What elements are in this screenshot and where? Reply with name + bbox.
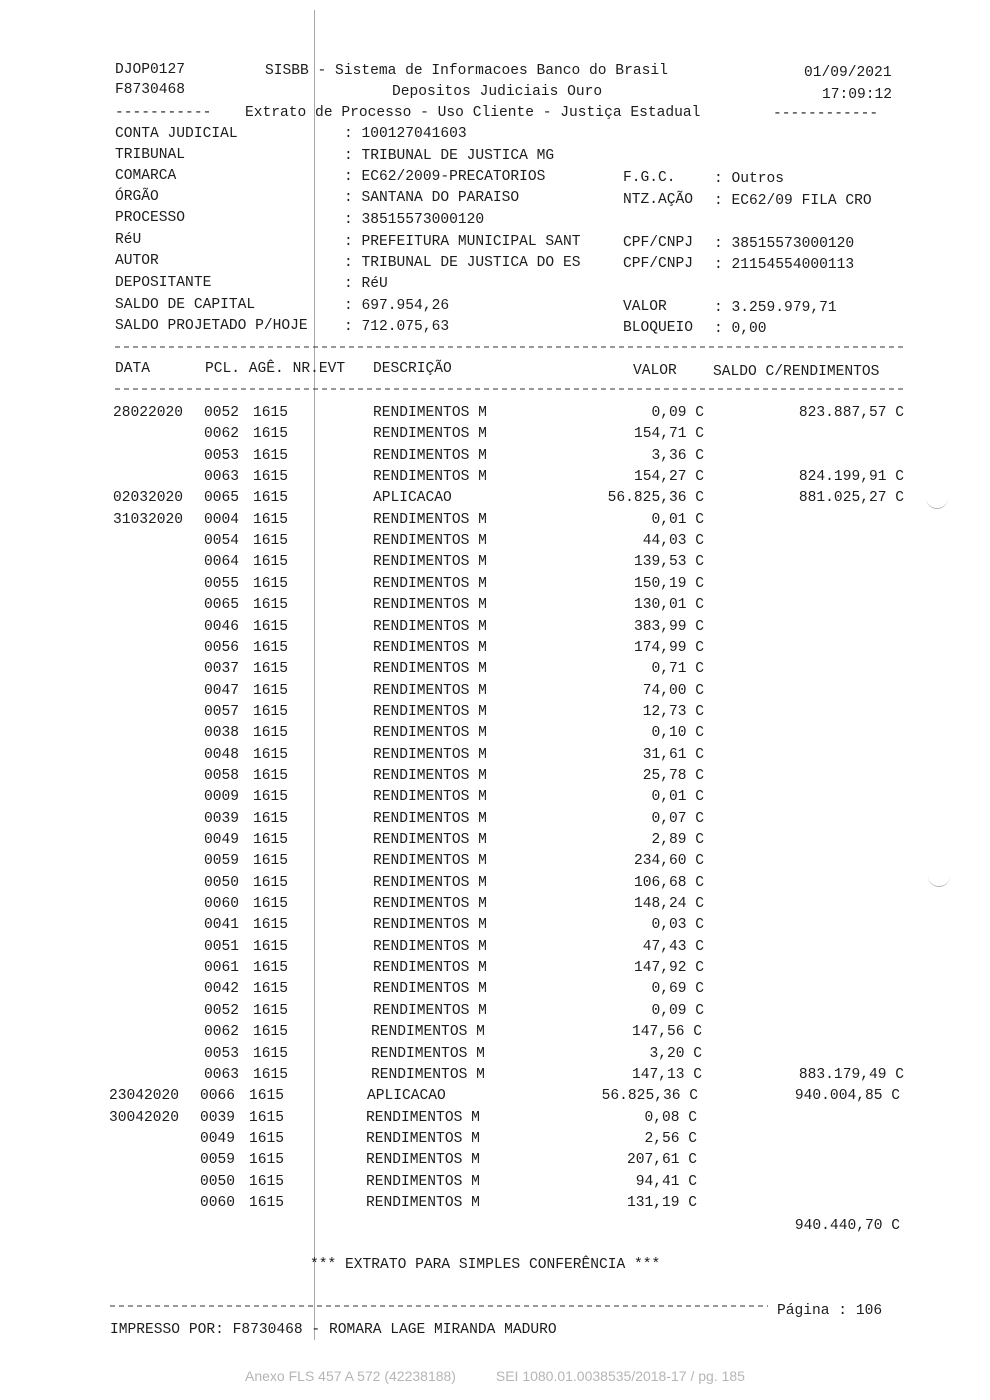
row-saldo: 940.004,85 C bbox=[794, 1088, 900, 1104]
row-agencia: 1615 bbox=[249, 1088, 285, 1104]
row-agencia: 1615 bbox=[253, 960, 289, 976]
row-valor: 74,00 C bbox=[642, 683, 704, 699]
header-rule-left: ----------- bbox=[115, 105, 212, 121]
bloqueio-label: BLOQUEIO bbox=[623, 320, 694, 336]
row-agencia: 1615 bbox=[249, 1152, 285, 1168]
row-pcl: 0065 bbox=[204, 597, 240, 613]
row-descricao: RENDIMENTOS M bbox=[373, 747, 487, 763]
row-pcl: 0039 bbox=[204, 811, 240, 827]
row-descricao: RENDIMENTOS M bbox=[373, 683, 487, 699]
row-agencia: 1615 bbox=[253, 661, 289, 677]
row-valor: 56.825,36 C bbox=[601, 1088, 698, 1104]
row-agencia: 1615 bbox=[253, 597, 289, 613]
row-saldo: 823.887,57 C bbox=[798, 405, 904, 421]
ntz-label: NTZ.AÇÃO bbox=[623, 192, 694, 208]
row-agencia: 1615 bbox=[253, 1003, 289, 1019]
row-pcl: 0046 bbox=[204, 619, 240, 635]
row-valor: 0,01 C bbox=[651, 789, 704, 805]
row-valor: 150,19 C bbox=[633, 576, 704, 592]
row-pcl: 0052 bbox=[204, 1003, 240, 1019]
row-valor: 147,56 C bbox=[631, 1024, 702, 1040]
row-pcl: 0064 bbox=[204, 554, 240, 570]
saldo-projetado-value: : 712.075,63 bbox=[344, 319, 450, 335]
row-date: 30042020 bbox=[109, 1110, 180, 1126]
row-valor: 130,01 C bbox=[633, 597, 704, 613]
row-valor: 3,36 C bbox=[651, 448, 704, 464]
header-saldo: SALDO C/RENDIMENTOS bbox=[713, 364, 880, 380]
row-descricao: RENDIMENTOS M bbox=[373, 1003, 487, 1019]
row-valor: 131,19 C bbox=[626, 1195, 697, 1211]
conference-notice: *** EXTRATO PARA SIMPLES CONFERÊNCIA *** bbox=[310, 1257, 661, 1273]
row-descricao: RENDIMENTOS M bbox=[373, 981, 487, 997]
autor-value: : TRIBUNAL DE JUSTICA DO ES bbox=[344, 255, 581, 271]
row-descricao: RENDIMENTOS M bbox=[373, 533, 487, 549]
row-descricao: RENDIMENTOS M bbox=[373, 811, 487, 827]
row-valor: 139,53 C bbox=[633, 554, 704, 570]
row-pcl: 0048 bbox=[204, 747, 240, 763]
row-agencia: 1615 bbox=[253, 832, 289, 848]
row-valor: 0,03 C bbox=[651, 917, 704, 933]
row-valor: 31,61 C bbox=[642, 747, 704, 763]
row-descricao: RENDIMENTOS M bbox=[373, 448, 487, 464]
row-agencia: 1615 bbox=[253, 939, 289, 955]
row-pcl: 0058 bbox=[204, 768, 240, 784]
fgc-label: F.G.C. bbox=[623, 170, 676, 186]
depositante-value: : RéU bbox=[344, 276, 388, 292]
row-pcl: 0054 bbox=[204, 533, 240, 549]
row-agencia: 1615 bbox=[253, 576, 289, 592]
row-descricao: RENDIMENTOS M bbox=[373, 960, 487, 976]
row-pcl: 0063 bbox=[204, 469, 240, 485]
autor-label: AUTOR bbox=[115, 253, 159, 269]
row-agencia: 1615 bbox=[249, 1174, 285, 1190]
processo-label: PROCESSO bbox=[115, 210, 186, 226]
row-descricao: RENDIMENTOS M bbox=[366, 1110, 480, 1126]
row-pcl: 0066 bbox=[200, 1088, 236, 1104]
row-agencia: 1615 bbox=[253, 490, 289, 506]
print-date: 01/09/2021 bbox=[804, 65, 892, 81]
row-descricao: RENDIMENTOS M bbox=[373, 789, 487, 805]
row-valor: 0,71 C bbox=[651, 661, 704, 677]
row-descricao: RENDIMENTOS M bbox=[373, 725, 487, 741]
saldo-capital-label: SALDO DE CAPITAL bbox=[115, 297, 256, 313]
printed-by: IMPRESSO POR: F8730468 - ROMARA LAGE MIRANDA MADURO bbox=[110, 1322, 557, 1338]
row-agencia: 1615 bbox=[253, 981, 289, 997]
reu-cpf-value: : 38515573000120 bbox=[714, 236, 855, 252]
row-date: 31032020 bbox=[113, 512, 184, 528]
row-saldo: 824.199,91 C bbox=[798, 469, 904, 485]
row-valor: 0,69 C bbox=[651, 981, 704, 997]
row-valor: 0,10 C bbox=[651, 725, 704, 741]
row-descricao: APLICACAO bbox=[373, 490, 452, 506]
row-valor: 147,13 C bbox=[631, 1067, 702, 1083]
row-descricao: RENDIMENTOS M bbox=[373, 875, 487, 891]
row-descricao: RENDIMENTOS M bbox=[366, 1195, 480, 1211]
row-pcl: 0004 bbox=[204, 512, 240, 528]
row-pcl: 0059 bbox=[200, 1152, 236, 1168]
row-descricao: RENDIMENTOS M bbox=[371, 1024, 485, 1040]
row-descricao: RENDIMENTOS M bbox=[373, 554, 487, 570]
row-pcl: 0060 bbox=[204, 896, 240, 912]
row-saldo: 883.179,49 C bbox=[798, 1067, 904, 1083]
row-valor: 47,43 C bbox=[642, 939, 704, 955]
row-date: 02032020 bbox=[113, 490, 184, 506]
row-valor: 0,09 C bbox=[651, 1003, 704, 1019]
row-descricao: RENDIMENTOS M bbox=[373, 469, 487, 485]
row-date: 28022020 bbox=[113, 405, 184, 421]
row-valor: 94,41 C bbox=[635, 1174, 697, 1190]
row-valor: 0,07 C bbox=[651, 811, 704, 827]
row-pcl: 0062 bbox=[204, 1024, 240, 1040]
row-agencia: 1615 bbox=[253, 1046, 289, 1062]
row-valor: 2,56 C bbox=[644, 1131, 697, 1147]
row-descricao: RENDIMENTOS M bbox=[373, 917, 487, 933]
row-pcl: 0053 bbox=[204, 448, 240, 464]
row-pcl: 0063 bbox=[204, 1067, 240, 1083]
user-id: F8730468 bbox=[115, 82, 186, 98]
row-valor: 234,60 C bbox=[633, 853, 704, 869]
system-code: DJOP0127 bbox=[115, 62, 186, 78]
row-agencia: 1615 bbox=[253, 405, 289, 421]
valor-value: : 3.259.979,71 bbox=[714, 300, 837, 316]
row-valor: 44,03 C bbox=[642, 533, 704, 549]
row-descricao: RENDIMENTOS M bbox=[373, 597, 487, 613]
row-valor: 3,20 C bbox=[649, 1046, 702, 1062]
row-valor: 207,61 C bbox=[626, 1152, 697, 1168]
row-pcl: 0053 bbox=[204, 1046, 240, 1062]
row-agencia: 1615 bbox=[253, 683, 289, 699]
row-agencia: 1615 bbox=[253, 619, 289, 635]
reu-value: : PREFEITURA MUNICIPAL SANT bbox=[344, 234, 581, 250]
fgc-value: : Outros bbox=[714, 171, 785, 187]
row-descricao: RENDIMENTOS M bbox=[373, 619, 487, 635]
row-pcl: 0049 bbox=[200, 1131, 236, 1147]
row-descricao: RENDIMENTOS M bbox=[373, 426, 487, 442]
print-time: 17:09:12 bbox=[822, 87, 893, 103]
saldo-projetado-label: SALDO PROJETADO P/HOJE bbox=[115, 318, 308, 334]
row-valor: 147,92 C bbox=[633, 960, 704, 976]
header-rule-right: ------------ bbox=[773, 106, 879, 122]
row-agencia: 1615 bbox=[253, 1024, 289, 1040]
depositante-label: DEPOSITANTE bbox=[115, 275, 212, 291]
row-pcl: 0056 bbox=[204, 640, 240, 656]
autor-cpf-label: CPF/CNPJ bbox=[623, 256, 694, 272]
comarca-value: : EC62/2009-PRECATORIOS bbox=[344, 169, 546, 185]
row-descricao: RENDIMENTOS M bbox=[373, 832, 487, 848]
row-descricao: RENDIMENTOS M bbox=[373, 576, 487, 592]
ntz-value: : EC62/09 FILA CRO bbox=[714, 193, 872, 209]
row-agencia: 1615 bbox=[253, 811, 289, 827]
row-valor: 106,68 C bbox=[633, 875, 704, 891]
row-descricao: RENDIMENTOS M bbox=[373, 939, 487, 955]
row-pcl: 0037 bbox=[204, 661, 240, 677]
page-number: Página : 106 bbox=[777, 1303, 883, 1319]
row-agencia: 1615 bbox=[253, 704, 289, 720]
annex-reference: Anexo FLS 457 A 572 (42238188) bbox=[245, 1368, 456, 1384]
header-data: DATA bbox=[115, 361, 151, 377]
row-date: 23042020 bbox=[109, 1088, 180, 1104]
tribunal-label: TRIBUNAL bbox=[115, 147, 186, 163]
row-agencia: 1615 bbox=[253, 554, 289, 570]
system-name: SISBB - Sistema de Informacoes Banco do Brasil bbox=[265, 63, 668, 79]
final-balance: 940.440,70 C bbox=[794, 1218, 900, 1234]
report-subtitle: Depositos Judiciais Ouro bbox=[392, 84, 603, 100]
row-descricao: RENDIMENTOS M bbox=[371, 1067, 485, 1083]
row-pcl: 0059 bbox=[204, 853, 240, 869]
row-descricao: RENDIMENTOS M bbox=[373, 896, 487, 912]
row-pcl: 0051 bbox=[204, 939, 240, 955]
row-descricao: RENDIMENTOS M bbox=[373, 853, 487, 869]
row-descricao: RENDIMENTOS M bbox=[366, 1131, 480, 1147]
row-agencia: 1615 bbox=[249, 1131, 285, 1147]
row-descricao: RENDIMENTOS M bbox=[373, 661, 487, 677]
header-descricao: DESCRIÇÃO bbox=[373, 361, 452, 377]
saldo-capital-value: : 697.954,26 bbox=[344, 298, 450, 314]
row-descricao: RENDIMENTOS M bbox=[373, 640, 487, 656]
row-pcl: 0042 bbox=[204, 981, 240, 997]
row-valor: 0,01 C bbox=[651, 512, 704, 528]
row-valor: 0,08 C bbox=[644, 1110, 697, 1126]
autor-cpf-value: : 21154554000113 bbox=[714, 257, 855, 273]
sei-reference: SEI 1080.01.0038535/2018-17 / pg. 185 bbox=[495, 1368, 745, 1384]
row-pcl: 0062 bbox=[204, 426, 240, 442]
row-pcl: 0057 bbox=[204, 704, 240, 720]
row-valor: 174,99 C bbox=[633, 640, 704, 656]
row-pcl: 0050 bbox=[200, 1174, 236, 1190]
row-descricao: RENDIMENTOS M bbox=[373, 405, 487, 421]
row-pcl: 0047 bbox=[204, 683, 240, 699]
row-agencia: 1615 bbox=[253, 640, 289, 656]
row-valor: 12,73 C bbox=[642, 704, 704, 720]
conta-value: : 100127041603 bbox=[344, 126, 467, 142]
row-agencia: 1615 bbox=[253, 896, 289, 912]
row-agencia: 1615 bbox=[253, 747, 289, 763]
row-descricao: RENDIMENTOS M bbox=[373, 768, 487, 784]
comarca-label: COMARCA bbox=[115, 168, 177, 184]
processo-value: : 38515573000120 bbox=[344, 212, 485, 228]
row-agencia: 1615 bbox=[253, 469, 289, 485]
row-valor: 2,89 C bbox=[651, 832, 704, 848]
row-agencia: 1615 bbox=[253, 426, 289, 442]
row-pcl: 0049 bbox=[204, 832, 240, 848]
orgao-label: ÓRGÃO bbox=[115, 189, 159, 205]
row-pcl: 0038 bbox=[204, 725, 240, 741]
row-valor: 148,24 C bbox=[633, 896, 704, 912]
row-descricao: APLICACAO bbox=[367, 1088, 446, 1104]
row-descricao: RENDIMENTOS M bbox=[373, 512, 487, 528]
row-valor: 154,27 C bbox=[633, 469, 704, 485]
row-agencia: 1615 bbox=[253, 448, 289, 464]
row-agencia: 1615 bbox=[253, 533, 289, 549]
row-agencia: 1615 bbox=[253, 768, 289, 784]
valor-label: VALOR bbox=[623, 299, 667, 315]
row-valor: 56.825,36 C bbox=[607, 490, 704, 506]
header-pcl-age-nr: PCL. AGÊ. NR.EVT bbox=[205, 361, 346, 377]
row-agencia: 1615 bbox=[253, 875, 289, 891]
row-agencia: 1615 bbox=[253, 789, 289, 805]
row-pcl: 0041 bbox=[204, 917, 240, 933]
row-agencia: 1615 bbox=[253, 725, 289, 741]
row-pcl: 0065 bbox=[204, 490, 240, 506]
row-agencia: 1615 bbox=[249, 1110, 285, 1126]
row-valor: 25,78 C bbox=[642, 768, 704, 784]
row-pcl: 0061 bbox=[204, 960, 240, 976]
row-pcl: 0052 bbox=[204, 405, 240, 421]
header-valor: VALOR bbox=[633, 363, 677, 379]
row-agencia: 1615 bbox=[253, 1067, 289, 1083]
bloqueio-value: : 0,00 bbox=[714, 321, 767, 337]
report-title: Extrato de Processo - Uso Cliente - Justiça Estadual bbox=[245, 105, 701, 121]
row-agencia: 1615 bbox=[253, 917, 289, 933]
row-descricao: RENDIMENTOS M bbox=[373, 704, 487, 720]
row-pcl: 0050 bbox=[204, 875, 240, 891]
row-descricao: RENDIMENTOS M bbox=[366, 1152, 480, 1168]
row-agencia: 1615 bbox=[253, 853, 289, 869]
reu-cpf-label: CPF/CNPJ bbox=[623, 235, 694, 251]
row-valor: 383,99 C bbox=[633, 619, 704, 635]
reu-label: RéU bbox=[115, 232, 142, 248]
document-footer bbox=[0, 1368, 990, 1384]
row-descricao: RENDIMENTOS M bbox=[371, 1046, 485, 1062]
row-pcl: 0060 bbox=[200, 1195, 236, 1211]
conta-label: CONTA JUDICIAL bbox=[115, 126, 238, 142]
tribunal-value: : TRIBUNAL DE JUSTICA MG bbox=[344, 148, 555, 164]
row-pcl: 0055 bbox=[204, 576, 240, 592]
row-valor: 0,09 C bbox=[651, 405, 704, 421]
row-descricao: RENDIMENTOS M bbox=[366, 1174, 480, 1190]
orgao-value: : SANTANA DO PARAISO bbox=[344, 190, 520, 206]
row-agencia: 1615 bbox=[253, 512, 289, 528]
row-saldo: 881.025,27 C bbox=[798, 490, 904, 506]
row-pcl: 0009 bbox=[204, 789, 240, 805]
row-valor: 154,71 C bbox=[633, 426, 704, 442]
row-pcl: 0039 bbox=[200, 1110, 236, 1126]
row-agencia: 1615 bbox=[249, 1195, 285, 1211]
